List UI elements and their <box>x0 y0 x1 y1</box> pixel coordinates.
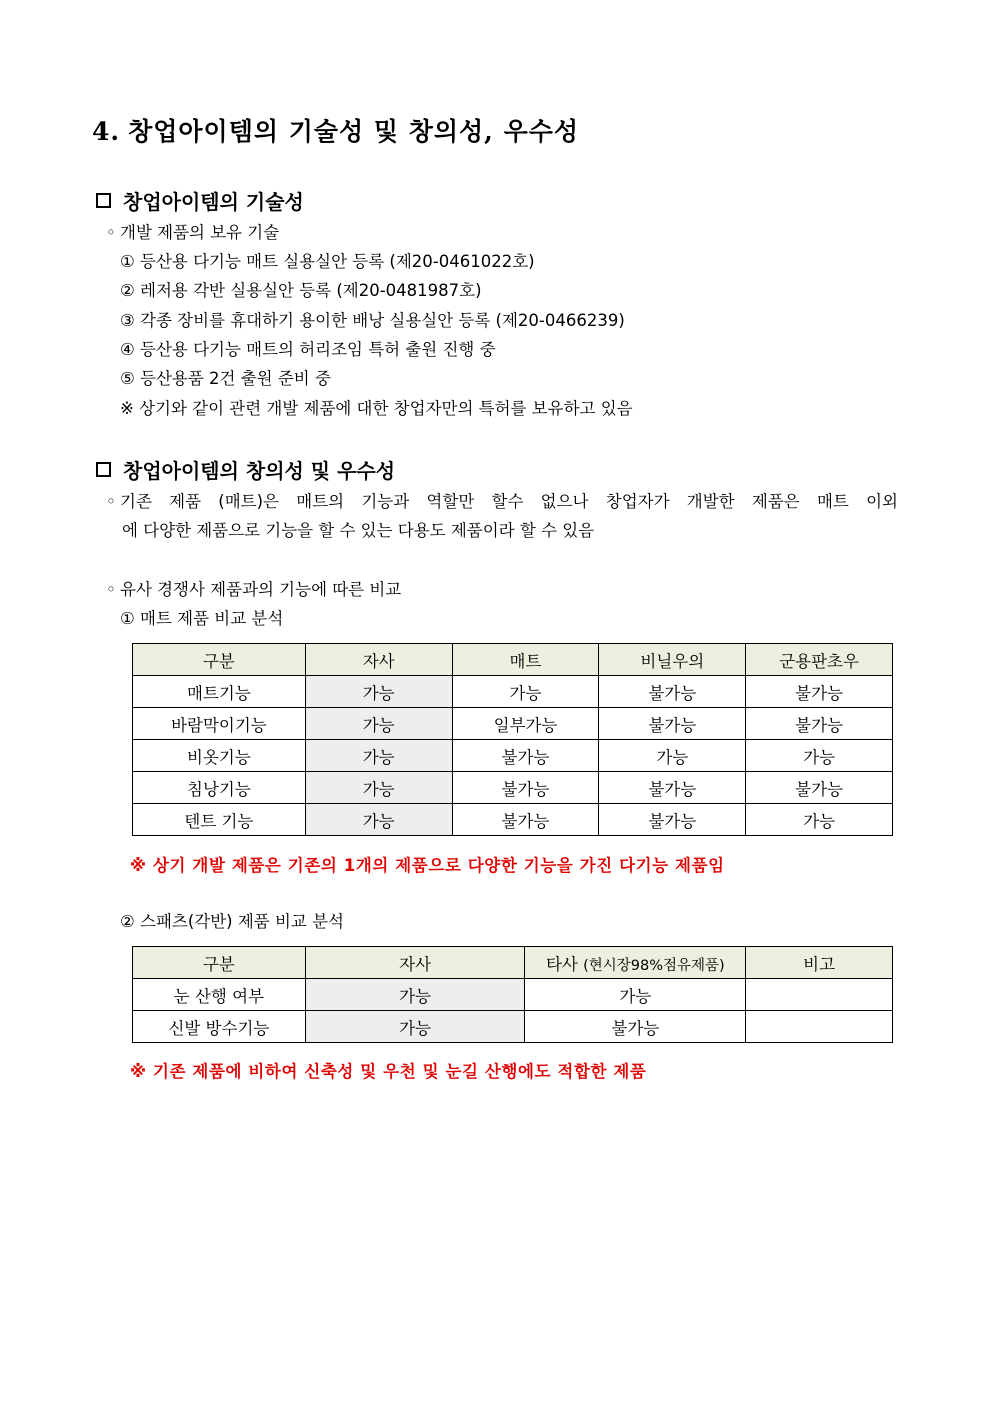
tech-item-2: ② 레저용 각반 실용실안 등록 (제20-0481987호) <box>120 281 482 300</box>
section2-heading <box>96 455 395 484</box>
table-cell: 가능 <box>305 804 452 836</box>
spats-summary-note: ※ 기존 제품에 비하여 신축성 및 우천 및 눈길 산행에도 적합한 제품 <box>130 1062 647 1081</box>
table-header-row <box>133 644 893 676</box>
table-row <box>133 804 893 836</box>
header-cell: 군용판초우 <box>746 644 893 676</box>
header-cell-note: (현시장98%점유제품) <box>583 957 725 974</box>
table-cell: 불가능 <box>746 676 893 708</box>
table-cell: 불가능 <box>452 772 599 804</box>
table-cell: 가능 <box>746 804 893 836</box>
tech-item-1: ① 등산용 다기능 매트 실용실안 등록 (제20-0461022호) <box>120 252 535 271</box>
header-cell: 비닐우의 <box>599 644 746 676</box>
table-cell: 불가능 <box>599 676 746 708</box>
table-cell: 텐트 기능 <box>133 804 306 836</box>
section2-heading-text: 창업아이템의 창의성 및 우수성 <box>123 459 396 483</box>
table-cell: 일부가능 <box>452 708 599 740</box>
header-cell: 매트 <box>452 644 599 676</box>
paragraph-line-2: 에 다양한 제품으로 기능을 할 수 있는 다용도 제품이라 할 수 있음 <box>122 521 595 540</box>
header-cell-main: 타사 <box>545 954 578 974</box>
circle-bullet-icon: ◦ <box>106 223 116 242</box>
table-cell: 불가능 <box>525 1011 746 1043</box>
table-cell: 침낭기능 <box>133 772 306 804</box>
table-cell: 불가능 <box>452 804 599 836</box>
header-cell <box>525 947 746 979</box>
circle-bullet-icon: ◦ <box>106 492 116 511</box>
table-cell: 매트기능 <box>133 676 306 708</box>
table-cell: 가능 <box>305 740 452 772</box>
table-row <box>133 1011 893 1043</box>
section1-bullet <box>106 218 279 247</box>
table-row <box>133 772 893 804</box>
paragraph-line-1 <box>106 487 898 516</box>
table-cell <box>746 979 893 1011</box>
table-cell: 불가능 <box>746 772 893 804</box>
table-row <box>133 979 893 1011</box>
mat-comparison-table <box>132 643 893 836</box>
paragraph-line-1-text: 기존 제품 (매트)은 매트의 기능과 역할만 할수 없으나 창업자가 개발한 제품은 매트 이외 <box>120 492 898 511</box>
header-cell: 구분 <box>133 947 306 979</box>
table-cell: 바람막이기능 <box>133 708 306 740</box>
table-cell <box>746 1011 893 1043</box>
table-cell: 불가능 <box>452 740 599 772</box>
title-text: 창업아이템의 기술성 및 창의성, 우수성 <box>128 117 580 146</box>
tech-item-5: ⑤ 등산용품 2건 출원 준비 중 <box>120 369 331 388</box>
table-cell: 눈 산행 여부 <box>133 979 306 1011</box>
table-cell: 가능 <box>305 979 525 1011</box>
comparison-bullet-text: 유사 경쟁사 제품과의 기능에 따른 비교 <box>120 580 402 599</box>
table-cell: 가능 <box>525 979 746 1011</box>
table-cell: 가능 <box>305 772 452 804</box>
table-cell: 가능 <box>746 740 893 772</box>
table-cell: 불가능 <box>599 772 746 804</box>
table-cell: 가능 <box>452 676 599 708</box>
spats-comparison-subtitle: ② 스패츠(각반) 제품 비교 분석 <box>120 912 344 931</box>
tech-item-4: ④ 등산용 다기능 매트의 허리조임 특허 출원 진행 중 <box>120 340 496 359</box>
header-cell: 자사 <box>305 644 452 676</box>
tech-item-3: ③ 각종 장비를 휴대하기 용이한 배낭 실용실안 등록 (제20-0466239) <box>120 311 625 330</box>
table-cell: 불가능 <box>746 708 893 740</box>
circle-bullet-icon: ◦ <box>106 580 116 599</box>
section1-bullet-text: 개발 제품의 보유 기술 <box>120 223 280 242</box>
checkbox-square-icon <box>96 193 111 208</box>
table-cell: 가능 <box>305 708 452 740</box>
title-number: 4. <box>92 117 121 146</box>
mat-summary-note: ※ 상기 개발 제품은 기존의 1개의 제품으로 다양한 기능을 가진 다기능 제품임 <box>130 856 725 875</box>
table-cell: 가능 <box>305 1011 525 1043</box>
page-title <box>92 112 579 148</box>
tech-note: ※ 상기와 같이 관련 개발 제품에 대한 창업자만의 특허를 보유하고 있음 <box>120 399 633 418</box>
spats-comparison-table <box>132 946 893 1043</box>
comparison-bullet <box>106 575 401 604</box>
table-row <box>133 708 893 740</box>
mat-comparison-subtitle: ① 매트 제품 비교 분석 <box>120 609 284 628</box>
table-cell: 불가능 <box>599 708 746 740</box>
section1-heading-text: 창업아이템의 기술성 <box>123 190 304 214</box>
header-cell: 비고 <box>746 947 893 979</box>
table-row <box>133 740 893 772</box>
creativity-paragraph <box>106 487 898 545</box>
header-cell: 구분 <box>133 644 306 676</box>
header-cell: 자사 <box>305 947 525 979</box>
table-row <box>133 676 893 708</box>
table-cell: 가능 <box>599 740 746 772</box>
section1-heading <box>96 186 304 215</box>
table-cell: 신발 방수기능 <box>133 1011 306 1043</box>
table-cell: 가능 <box>305 676 452 708</box>
checkbox-square-icon <box>96 462 111 477</box>
table-cell: 불가능 <box>599 804 746 836</box>
table-header-row <box>133 947 893 979</box>
table-cell: 비옷기능 <box>133 740 306 772</box>
